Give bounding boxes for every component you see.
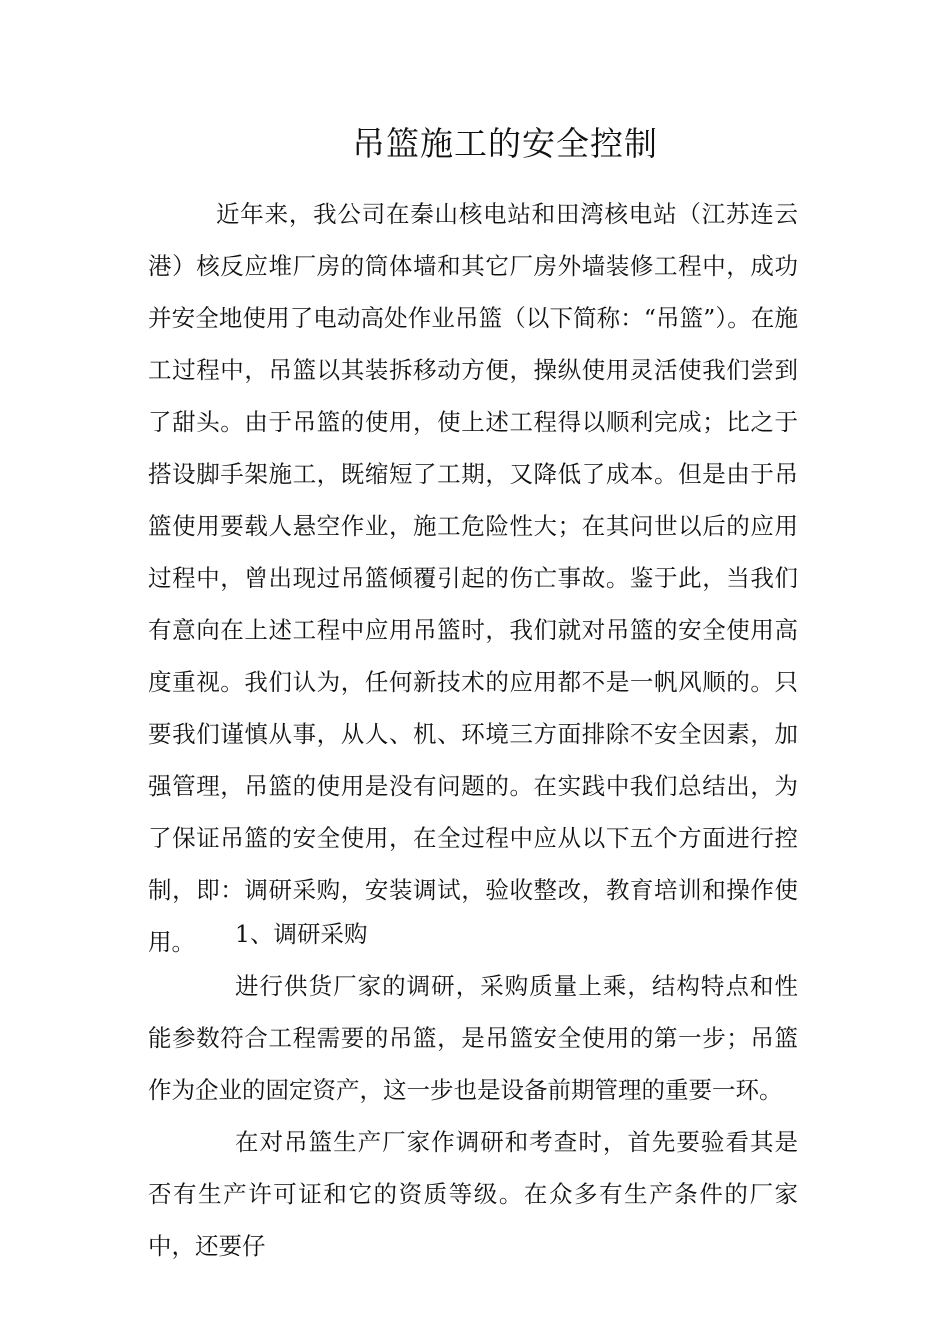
section-paragraph-2: 在对吊篮生产厂家作调研和考查时，首先要验看其是否有生产许可证和它的资质等级。在众多有生产条件的厂家中，还要仔	[148, 1128, 798, 1260]
section-heading: 1、调研采购	[235, 920, 368, 948]
intro-paragraph: 近年来，我公司在秦山核电站和田湾核电站（江苏连云港）核反应堆厂房的筒体墙和其它厂房外墙装修工程中，成功并安全地使用了电动高处作业吊篮（以下简称：“吊篮”）。在施工过程中，吊篮以其装拆移动方便，操纵使用灵活使我们尝到了甜头。由于吊篮的使用，使上述工程得以顺利完成；比之于搭设脚手架施工，既缩短了工期，又降低了成本。但是由于吊篮使用要载人悬空作业，施工危险性大；在其问世以后的应用过程中，曾出现过吊篮倾覆引起的伤亡事故。鉴于此，当我们有意向在上述工程中应用吊篮时，我们就对吊篮的安全使用高度重视。我们认为，任何新技术的应用都不是一帆风顺的。只要我们谨慎从事，从人、机、环境三方面排除不安全因素，加强管理，吊篮的使用是没有问题的。在实践中我们总结出，为了保证吊篮的安全使用，在全过程中应从以下五个方面进行控制，即：调研采购，安装调试，验收整改，教育培训和操作使用。	[148, 200, 798, 956]
section-paragraph-1: 进行供货厂家的调研，采购质量上乘，结构特点和性能参数符合工程需要的吊篮，是吊篮安全使用的第一步；吊篮作为企业的固定资产，这一步也是设备前期管理的重要一环。	[148, 972, 798, 1104]
document-title: 吊篮施工的安全控制	[352, 124, 658, 163]
